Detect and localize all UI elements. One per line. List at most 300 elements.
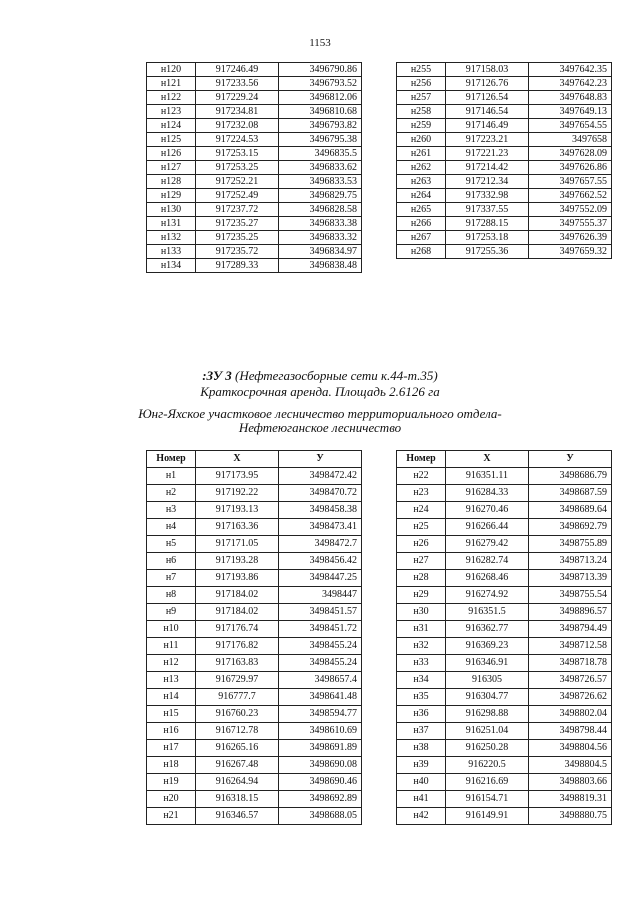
x-coordinate-cell: 917176.82 [196, 638, 279, 655]
point-number-cell: н266 [397, 217, 446, 231]
x-coordinate-cell: 916298.88 [446, 706, 529, 723]
x-coordinate-cell: 916266.44 [446, 519, 529, 536]
point-number-cell: н29 [397, 587, 446, 604]
x-coordinate-cell: 917193.13 [196, 502, 279, 519]
point-number-cell: н16 [147, 723, 196, 740]
point-number-cell: н1 [147, 468, 196, 485]
point-number-cell: н35 [397, 689, 446, 706]
y-coordinate-cell: 3498712.58 [529, 638, 612, 655]
y-coordinate-cell: 3496828.58 [279, 203, 362, 217]
table-row [397, 621, 612, 638]
table-row [147, 161, 362, 175]
table-row [147, 536, 362, 553]
table-row [147, 91, 362, 105]
y-coordinate-cell: 3496833.38 [279, 217, 362, 231]
table-row [147, 231, 362, 245]
table-row [147, 245, 362, 259]
y-coordinate-cell: 3498451.72 [279, 621, 362, 638]
x-coordinate-cell: 917176.74 [196, 621, 279, 638]
point-number-cell: н32 [397, 638, 446, 655]
table-header-cell: У [279, 451, 362, 468]
y-coordinate-cell: 3498458.38 [279, 502, 362, 519]
y-coordinate-cell: 3496812.06 [279, 91, 362, 105]
y-coordinate-cell: 3498455.24 [279, 655, 362, 672]
point-number-cell: н262 [397, 161, 446, 175]
table-row [147, 791, 362, 808]
table-row [147, 587, 362, 604]
table-row [397, 245, 612, 259]
y-coordinate-cell: 3497654.55 [529, 119, 612, 133]
y-coordinate-cell: 3498804.5 [529, 757, 612, 774]
x-coordinate-cell: 917193.86 [196, 570, 279, 587]
table-row [397, 189, 612, 203]
point-number-cell: н134 [147, 259, 196, 273]
point-number-cell: н36 [397, 706, 446, 723]
table-row [397, 502, 612, 519]
table-row [397, 706, 612, 723]
table-row [147, 502, 362, 519]
point-number-cell: н38 [397, 740, 446, 757]
table-row [147, 259, 362, 273]
x-coordinate-cell: 917126.54 [446, 91, 529, 105]
table-row [397, 147, 612, 161]
x-coordinate-cell: 917337.55 [446, 203, 529, 217]
x-coordinate-cell: 916346.57 [196, 808, 279, 825]
point-number-cell: н6 [147, 553, 196, 570]
y-coordinate-cell: 3498689.64 [529, 502, 612, 519]
point-number-cell: н267 [397, 231, 446, 245]
point-number-cell: н257 [397, 91, 446, 105]
forestry-line-2: Нефтеюганское лесничество [238, 420, 402, 435]
y-coordinate-cell: 3497648.83 [529, 91, 612, 105]
point-number-cell: н5 [147, 536, 196, 553]
x-coordinate-cell: 916270.46 [446, 502, 529, 519]
x-coordinate-cell: 917163.83 [196, 655, 279, 672]
table-row [147, 706, 362, 723]
point-number-cell: н9 [147, 604, 196, 621]
x-coordinate-cell: 917224.53 [196, 133, 279, 147]
point-number-cell: н23 [397, 485, 446, 502]
x-coordinate-cell: 916216.69 [446, 774, 529, 791]
y-coordinate-cell: 3498641.48 [279, 689, 362, 706]
point-number-cell: н17 [147, 740, 196, 757]
y-coordinate-cell: 3497658 [529, 133, 612, 147]
x-coordinate-cell: 916362.77 [446, 621, 529, 638]
table-header-cell: X [196, 451, 279, 468]
table-row [397, 672, 612, 689]
table-row [397, 723, 612, 740]
table-header-row [397, 451, 612, 468]
y-coordinate-cell: 3496829.75 [279, 189, 362, 203]
y-coordinate-cell: 3498472.7 [279, 536, 362, 553]
table-row [147, 63, 362, 77]
y-coordinate-cell: 3497628.09 [529, 147, 612, 161]
table-row [397, 91, 612, 105]
x-coordinate-cell: 917158.03 [446, 63, 529, 77]
table-row [397, 485, 612, 502]
table-row [397, 203, 612, 217]
table-row [147, 105, 362, 119]
x-coordinate-cell: 917146.49 [446, 119, 529, 133]
x-coordinate-cell: 916220.5 [446, 757, 529, 774]
table-row [147, 147, 362, 161]
point-number-cell: н21 [147, 808, 196, 825]
table-row [397, 468, 612, 485]
x-coordinate-cell: 916318.15 [196, 791, 279, 808]
point-number-cell: н255 [397, 63, 446, 77]
y-coordinate-cell: 3498687.59 [529, 485, 612, 502]
x-coordinate-cell: 917221.23 [446, 147, 529, 161]
x-coordinate-cell: 916264.94 [196, 774, 279, 791]
point-number-cell: н25 [397, 519, 446, 536]
x-coordinate-cell: 917253.15 [196, 147, 279, 161]
x-coordinate-cell: 916351.11 [446, 468, 529, 485]
y-coordinate-cell: 3498456.42 [279, 553, 362, 570]
table-row [147, 757, 362, 774]
point-number-cell: н268 [397, 245, 446, 259]
point-number-cell: н130 [147, 203, 196, 217]
y-coordinate-cell: 3498804.56 [529, 740, 612, 757]
table-row [397, 587, 612, 604]
table-row [147, 485, 362, 502]
point-number-cell: н40 [397, 774, 446, 791]
x-coordinate-cell: 917171.05 [196, 536, 279, 553]
x-coordinate-cell: 916279.42 [446, 536, 529, 553]
y-coordinate-cell: 3498794.49 [529, 621, 612, 638]
y-coordinate-cell: 3497649.13 [529, 105, 612, 119]
point-number-cell: н128 [147, 175, 196, 189]
x-coordinate-cell: 917289.33 [196, 259, 279, 273]
y-coordinate-cell: 3498472.42 [279, 468, 362, 485]
table-row [397, 689, 612, 706]
table-row [147, 808, 362, 825]
x-coordinate-cell: 917255.36 [446, 245, 529, 259]
x-coordinate-cell: 916149.91 [446, 808, 529, 825]
table-header-cell: Номер [397, 451, 446, 468]
point-number-cell: н3 [147, 502, 196, 519]
section-subtitle: Краткосрочная аренда. Площадь 2.6126 га [200, 384, 440, 399]
y-coordinate-cell: 3498692.89 [279, 791, 362, 808]
y-coordinate-cell: 3498690.46 [279, 774, 362, 791]
table-header-row [147, 451, 362, 468]
point-number-cell: н122 [147, 91, 196, 105]
point-number-cell: н31 [397, 621, 446, 638]
table-row [147, 638, 362, 655]
x-coordinate-cell: 916251.04 [446, 723, 529, 740]
y-coordinate-cell: 3498447 [279, 587, 362, 604]
y-coordinate-cell: 3498713.24 [529, 553, 612, 570]
table-row [397, 133, 612, 147]
table-row [147, 689, 362, 706]
point-number-cell: н4 [147, 519, 196, 536]
x-coordinate-cell: 916729.97 [196, 672, 279, 689]
x-coordinate-cell: 916305 [446, 672, 529, 689]
table-row [397, 740, 612, 757]
point-number-cell: н39 [397, 757, 446, 774]
table-row [397, 105, 612, 119]
table-row [397, 655, 612, 672]
x-coordinate-cell: 916154.71 [446, 791, 529, 808]
page-number: 1153 [309, 37, 331, 49]
x-coordinate-cell: 917235.25 [196, 231, 279, 245]
y-coordinate-cell: 3498447.25 [279, 570, 362, 587]
x-coordinate-cell: 917253.18 [446, 231, 529, 245]
table-header-cell: У [529, 451, 612, 468]
coordinates-table-bottom-right [396, 450, 612, 825]
point-number-cell: н18 [147, 757, 196, 774]
x-coordinate-cell: 917246.49 [196, 63, 279, 77]
table-row [397, 553, 612, 570]
x-coordinate-cell: 917252.21 [196, 175, 279, 189]
table-row [147, 740, 362, 757]
x-coordinate-cell: 917214.42 [446, 161, 529, 175]
x-coordinate-cell: 917237.72 [196, 203, 279, 217]
table-row [147, 655, 362, 672]
point-number-cell: н7 [147, 570, 196, 587]
y-coordinate-cell: 3498686.79 [529, 468, 612, 485]
x-coordinate-cell: 917184.02 [196, 604, 279, 621]
y-coordinate-cell: 3498803.66 [529, 774, 612, 791]
y-coordinate-cell: 3498451.57 [279, 604, 362, 621]
table-row [147, 189, 362, 203]
point-number-cell: н30 [397, 604, 446, 621]
y-coordinate-cell: 3498473.41 [279, 519, 362, 536]
table-row [147, 203, 362, 217]
point-number-cell: н259 [397, 119, 446, 133]
point-number-cell: н13 [147, 672, 196, 689]
x-coordinate-cell: 917235.72 [196, 245, 279, 259]
point-number-cell: н127 [147, 161, 196, 175]
point-number-cell: н28 [397, 570, 446, 587]
point-number-cell: н37 [397, 723, 446, 740]
table-row [147, 119, 362, 133]
y-coordinate-cell: 3497552.09 [529, 203, 612, 217]
y-coordinate-cell: 3498713.39 [529, 570, 612, 587]
x-coordinate-cell: 916346.91 [446, 655, 529, 672]
table-row [397, 175, 612, 189]
y-coordinate-cell: 3496833.53 [279, 175, 362, 189]
point-number-cell: н131 [147, 217, 196, 231]
point-number-cell: н15 [147, 706, 196, 723]
x-coordinate-cell: 917126.76 [446, 77, 529, 91]
y-coordinate-cell: 3498819.31 [529, 791, 612, 808]
y-coordinate-cell: 3498610.69 [279, 723, 362, 740]
y-coordinate-cell: 3498470.72 [279, 485, 362, 502]
x-coordinate-cell: 916274.92 [446, 587, 529, 604]
y-coordinate-cell: 3496835.5 [279, 147, 362, 161]
x-coordinate-cell: 916267.48 [196, 757, 279, 774]
y-coordinate-cell: 3498726.57 [529, 672, 612, 689]
y-coordinate-cell: 3498455.24 [279, 638, 362, 655]
table-row [147, 774, 362, 791]
point-number-cell: н124 [147, 119, 196, 133]
table-row [397, 536, 612, 553]
y-coordinate-cell: 3497657.55 [529, 175, 612, 189]
table-row [397, 757, 612, 774]
table-row [397, 774, 612, 791]
point-number-cell: н260 [397, 133, 446, 147]
table-row [397, 77, 612, 91]
table-row [397, 63, 612, 77]
x-coordinate-cell: 917252.49 [196, 189, 279, 203]
y-coordinate-cell: 3498755.54 [529, 587, 612, 604]
x-coordinate-cell: 917253.25 [196, 161, 279, 175]
table-row [397, 791, 612, 808]
y-coordinate-cell: 3496838.48 [279, 259, 362, 273]
x-coordinate-cell: 917193.28 [196, 553, 279, 570]
section-title-rest: (Нефтегазосборные сети к.44-т.35) [231, 368, 438, 383]
y-coordinate-cell: 3498657.4 [279, 672, 362, 689]
x-coordinate-cell: 917234.81 [196, 105, 279, 119]
y-coordinate-cell: 3498688.05 [279, 808, 362, 825]
point-number-cell: н27 [397, 553, 446, 570]
x-coordinate-cell: 917223.21 [446, 133, 529, 147]
y-coordinate-cell: 3497662.52 [529, 189, 612, 203]
point-number-cell: н125 [147, 133, 196, 147]
table-row [397, 519, 612, 536]
y-coordinate-cell: 3497659.32 [529, 245, 612, 259]
section-title-bold: :ЗУ 3 [202, 368, 232, 383]
coordinates-table-top-right [396, 62, 612, 259]
point-number-cell: н121 [147, 77, 196, 91]
x-coordinate-cell: 917232.08 [196, 119, 279, 133]
x-coordinate-cell: 917146.54 [446, 105, 529, 119]
point-number-cell: н258 [397, 105, 446, 119]
table-row [397, 570, 612, 587]
point-number-cell: н261 [397, 147, 446, 161]
y-coordinate-cell: 3496834.97 [279, 245, 362, 259]
x-coordinate-cell: 917192.22 [196, 485, 279, 502]
table-row [147, 175, 362, 189]
x-coordinate-cell: 916268.46 [446, 570, 529, 587]
point-number-cell: н14 [147, 689, 196, 706]
table-row [147, 468, 362, 485]
y-coordinate-cell: 3498726.62 [529, 689, 612, 706]
y-coordinate-cell: 3497626.39 [529, 231, 612, 245]
x-coordinate-cell: 916284.33 [446, 485, 529, 502]
y-coordinate-cell: 3496793.52 [279, 77, 362, 91]
y-coordinate-cell: 3496790.86 [279, 63, 362, 77]
point-number-cell: н19 [147, 774, 196, 791]
y-coordinate-cell: 3498755.89 [529, 536, 612, 553]
x-coordinate-cell: 917332.98 [446, 189, 529, 203]
x-coordinate-cell: 917212.34 [446, 175, 529, 189]
x-coordinate-cell: 917173.95 [196, 468, 279, 485]
point-number-cell: н8 [147, 587, 196, 604]
y-coordinate-cell: 3496833.62 [279, 161, 362, 175]
y-coordinate-cell: 3498594.77 [279, 706, 362, 723]
y-coordinate-cell: 3498798.44 [529, 723, 612, 740]
point-number-cell: н132 [147, 231, 196, 245]
y-coordinate-cell: 3498896.57 [529, 604, 612, 621]
point-number-cell: н12 [147, 655, 196, 672]
point-number-cell: н33 [397, 655, 446, 672]
table-row [397, 638, 612, 655]
table-row [147, 217, 362, 231]
table-header-cell: Номер [147, 451, 196, 468]
x-coordinate-cell: 917229.24 [196, 91, 279, 105]
x-coordinate-cell: 917233.56 [196, 77, 279, 91]
table-header-cell: X [446, 451, 529, 468]
point-number-cell: н264 [397, 189, 446, 203]
point-number-cell: н22 [397, 468, 446, 485]
point-number-cell: н133 [147, 245, 196, 259]
y-coordinate-cell: 3498692.79 [529, 519, 612, 536]
table-row [147, 672, 362, 689]
point-number-cell: н123 [147, 105, 196, 119]
y-coordinate-cell: 3497642.23 [529, 77, 612, 91]
section-title [0, 368, 640, 384]
x-coordinate-cell: 916777.7 [196, 689, 279, 706]
table-row [147, 723, 362, 740]
x-coordinate-cell: 916369.23 [446, 638, 529, 655]
y-coordinate-cell: 3498691.89 [279, 740, 362, 757]
y-coordinate-cell: 3498880.75 [529, 808, 612, 825]
point-number-cell: н34 [397, 672, 446, 689]
y-coordinate-cell: 3497626.86 [529, 161, 612, 175]
coordinates-table-bottom-left [146, 450, 362, 825]
table-row [147, 553, 362, 570]
point-number-cell: н256 [397, 77, 446, 91]
table-row [397, 217, 612, 231]
x-coordinate-cell: 917288.15 [446, 217, 529, 231]
y-coordinate-cell: 3498802.04 [529, 706, 612, 723]
point-number-cell: н265 [397, 203, 446, 217]
table-row [397, 231, 612, 245]
y-coordinate-cell: 3497555.37 [529, 217, 612, 231]
table-row [147, 133, 362, 147]
table-row [147, 604, 362, 621]
point-number-cell: н20 [147, 791, 196, 808]
table-row [147, 77, 362, 91]
table-row [397, 604, 612, 621]
table-row [147, 570, 362, 587]
forestry-line-1: Юнг-Яхское участковое лесничество территориального отдела- [138, 406, 502, 421]
point-number-cell: н11 [147, 638, 196, 655]
point-number-cell: н10 [147, 621, 196, 638]
point-number-cell: н2 [147, 485, 196, 502]
table-row [397, 808, 612, 825]
y-coordinate-cell: 3498690.08 [279, 757, 362, 774]
point-number-cell: н26 [397, 536, 446, 553]
x-coordinate-cell: 916712.78 [196, 723, 279, 740]
x-coordinate-cell: 916265.16 [196, 740, 279, 757]
point-number-cell: н41 [397, 791, 446, 808]
x-coordinate-cell: 916304.77 [446, 689, 529, 706]
point-number-cell: н126 [147, 147, 196, 161]
x-coordinate-cell: 916282.74 [446, 553, 529, 570]
x-coordinate-cell: 917163.36 [196, 519, 279, 536]
y-coordinate-cell: 3496795.38 [279, 133, 362, 147]
y-coordinate-cell: 3497642.35 [529, 63, 612, 77]
table-row [147, 519, 362, 536]
point-number-cell: н120 [147, 63, 196, 77]
point-number-cell: н263 [397, 175, 446, 189]
point-number-cell: н129 [147, 189, 196, 203]
x-coordinate-cell: 917235.27 [196, 217, 279, 231]
y-coordinate-cell: 3496810.68 [279, 105, 362, 119]
x-coordinate-cell: 916351.5 [446, 604, 529, 621]
y-coordinate-cell: 3498718.78 [529, 655, 612, 672]
x-coordinate-cell: 917184.02 [196, 587, 279, 604]
coordinates-table-top-left [146, 62, 362, 273]
y-coordinate-cell: 3496833.32 [279, 231, 362, 245]
table-row [397, 161, 612, 175]
x-coordinate-cell: 916250.28 [446, 740, 529, 757]
table-row [147, 621, 362, 638]
x-coordinate-cell: 916760.23 [196, 706, 279, 723]
y-coordinate-cell: 3496793.82 [279, 119, 362, 133]
